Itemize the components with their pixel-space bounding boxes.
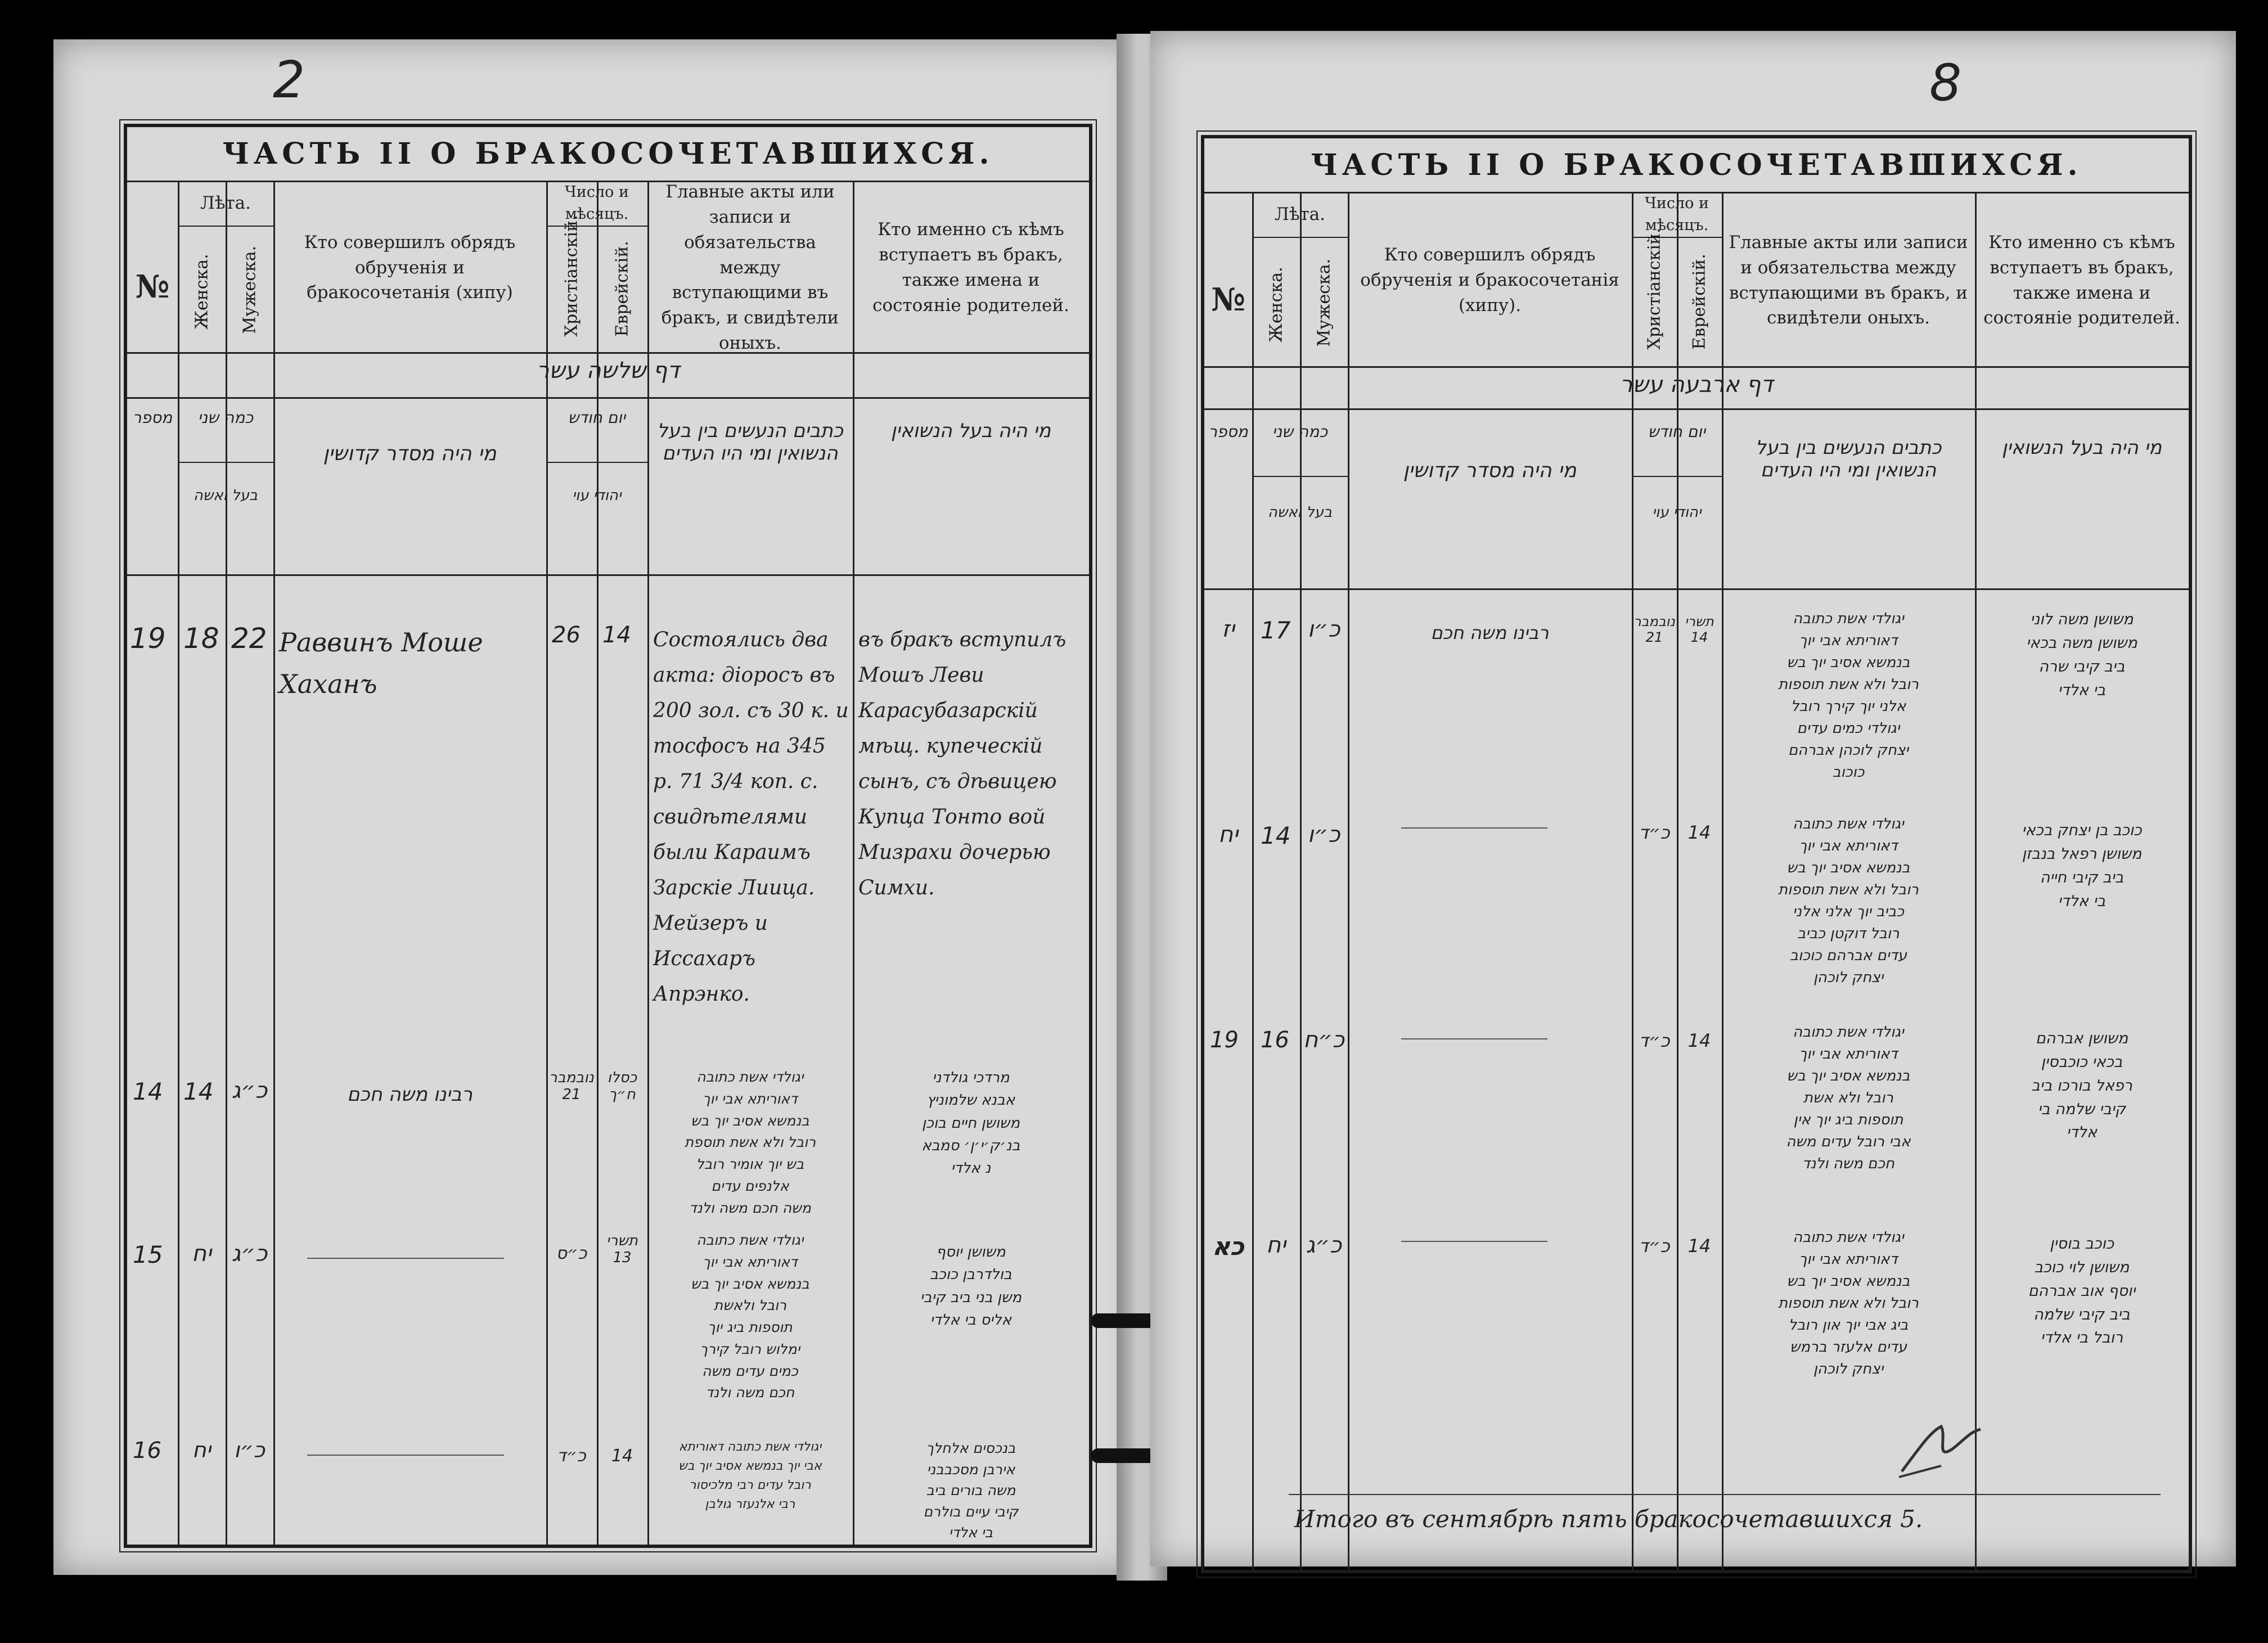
header-jewish: Еврейскій. bbox=[612, 241, 632, 337]
entry-female-age: יח bbox=[1266, 1232, 1286, 1258]
page-number-right: 8 bbox=[1929, 53, 1962, 112]
entry-acts: יגולדי אשת כתובה דאוריתא אבי יוך בנמשא אסיב יוך בש רובל ולא אשת תוספות ביג יוך אין אבי רובל עדים משה חכם משה ולנד bbox=[1786, 1024, 1911, 1172]
header-years: Лѣта. bbox=[1274, 204, 1326, 224]
entry-who: כוכב בוסין משושן לוי כוכב יוסף אוב אברהם ביב קיבי שלמה רובל בי אלדי bbox=[2028, 1235, 2136, 1347]
hebrew-header-who: מי היה בעל הנשואין bbox=[890, 420, 1051, 442]
entry-female-age: יח bbox=[192, 1438, 212, 1462]
entry-acts: Состоялись два акта: діоросъ въ 200 зол. съ 30 к. и тосфосъ на 345 р. 71 3/4 коп. с. свидѣтелями были Караимъ Зарскіе Лиица. Мейзеръ и Иссахаръ Апрэнко. bbox=[653, 628, 849, 1006]
hebrew-header-number: מספר bbox=[132, 408, 173, 427]
entry-who: משושן אברהם בכאי כוכבסין רפאל בורכו ביב קיבי שלמה בי אלדי bbox=[2031, 1030, 2132, 1142]
entry-jewish-date: תשרי 14 bbox=[1685, 614, 1714, 645]
hebrew-page-label: דף שלשה עשר bbox=[536, 358, 680, 384]
officiant-dash bbox=[1401, 1038, 1547, 1039]
entry-male-age: כ״ג bbox=[231, 1078, 268, 1104]
hebrew-page-label: דף ארבעה עשר bbox=[1619, 372, 1774, 398]
page-number-left: 2 bbox=[273, 51, 305, 110]
hebrew-header-who: מי היה בעל הנשואין bbox=[2001, 436, 2162, 459]
hebrew-header-date: יום חודש bbox=[1648, 422, 1706, 441]
register-table-left bbox=[124, 124, 1092, 1548]
header-christian: Христіанскій. bbox=[561, 215, 582, 337]
header-date: Число и мѣсяцъ. bbox=[1645, 194, 1709, 234]
header-acts: Главные акты или записи и обязательства между вступающими въ бракъ, и свидѣтели оныхъ. bbox=[1729, 232, 1968, 328]
entry-christian-date: כ״ס bbox=[556, 1244, 587, 1263]
entry-male-age: כ״ו bbox=[1307, 822, 1340, 848]
entry-male-age: כ״ח bbox=[1303, 1027, 1345, 1053]
section-title-right: ЧАСТЬ II О БРАКОСОЧЕТАВШИХСЯ. bbox=[1204, 138, 2189, 193]
signature-scrawl-icon bbox=[1896, 1415, 1986, 1483]
entry-number: יח bbox=[1218, 822, 1239, 848]
entry-jewish-date: תשרי 13 bbox=[606, 1232, 638, 1266]
entry-christian-date: כ״ד bbox=[1639, 1030, 1670, 1051]
hebrew-header-officiant: מי היה מסדר קדושין bbox=[323, 442, 497, 465]
entry-officiant: Раввинъ Моше Хаханъ bbox=[279, 627, 483, 699]
entry-who: въ бракъ вступилъ Мошъ Леви Карасубазарскій мѣщ. купеческій сынъ, съ дѣвицею Купца Тонто вой Мизрахи дочерью Симхи. bbox=[858, 628, 1066, 899]
entry-acts: יגולדי אשת כתובה דאוריתא אבי יוך בנמשא אסיב יוך בש רובל ולא אשת תוספות ביג אבי יוך און רובל עדים אלעזר ברמש יצחק לוכהן bbox=[1778, 1229, 1919, 1378]
entry-male-age: כ״ג bbox=[1306, 1232, 1342, 1258]
entry-christian-date: נובמבר 21 bbox=[1634, 614, 1675, 645]
entry-christian-date: 26 bbox=[552, 622, 580, 648]
entry-female-age: יח bbox=[191, 1241, 212, 1267]
entry-acts: יגולדי אשת כתובה דאוריתא אבי יוך בנמשא אסיב יוך בש רובל עדים רבי מלכיסור רבי אלנעזר גולבן bbox=[678, 1440, 822, 1512]
officiant-dash bbox=[1401, 827, 1547, 829]
entry-number: 19 bbox=[1210, 1027, 1239, 1053]
register-table-right bbox=[1201, 135, 2192, 1573]
header-years: Лѣта. bbox=[200, 192, 251, 213]
entry-jewish-date: 14 bbox=[1688, 1030, 1711, 1051]
hebrew-header-acts: כתבים הנעשים בין בעל הנשואין ומי היו העדים bbox=[1755, 436, 1942, 481]
entry-number: 19 bbox=[130, 622, 166, 655]
left-page bbox=[53, 39, 1139, 1575]
hebrew-header-years: כמה שני bbox=[197, 408, 254, 427]
entry-acts: יגולדי אשת כתובה דאוריתא אבי יוך בנמשא אסיב יוך בש רובל ולא אשת תוספות אלני יוך קירך רובל יגולדי כמים עדים יצחק לוכהן אברהם כוכוב bbox=[1778, 610, 1919, 781]
entry-male-age: כ״ו bbox=[234, 1438, 265, 1462]
entry-acts: יגולדי אשת כתובה דאוריתא אבי יוך בנמשא אסיב יוך בש רובל ולא אשת תוספות כביב יוך אלני אלני רובל דוקטן כביב עדים אברהם כוכוב יצחק לוכהן bbox=[1778, 816, 1919, 986]
header-officiant: Кто совершилъ обрядъ обрученія и бракосочетанія (хипу) bbox=[304, 232, 516, 303]
hebrew-header-years-sub: בעל ואשה bbox=[193, 487, 258, 504]
header-who: Кто именно съ кѣмъ вступаетъ въ бракъ, также имена и состояніе родителей. bbox=[872, 219, 1069, 316]
officiant-dash bbox=[1401, 1241, 1547, 1242]
header-number: № bbox=[135, 268, 170, 306]
entry-acts: יגולדי אשת כתובה דאוריתא אבי יוך בנמשא אסיב יוך בש רובל ולאשת תוספות ביג יוך ימלוש רובל קירך כמים עדים משה חכם משה ולנד bbox=[691, 1232, 809, 1401]
hebrew-header-officiant: מי היה מסדר קדושין bbox=[1403, 459, 1577, 482]
entry-christian-date: נובמבר 21 bbox=[549, 1069, 594, 1103]
entry-female-age: 14 bbox=[183, 1078, 214, 1105]
hebrew-header-date: יום חודש bbox=[568, 408, 626, 427]
header-number: № bbox=[1211, 281, 1245, 318]
entry-christian-date: כ״ד bbox=[1639, 1235, 1670, 1257]
entry-number: יז bbox=[1222, 616, 1235, 642]
hebrew-header-number: מספר bbox=[1208, 422, 1248, 441]
entry-who: בנכסים אלחלך אירבן מסכבבני משה בורים ביב קיבי עיים בולרם בי אלדי bbox=[923, 1440, 1019, 1541]
entry-jewish-date: כסלו ח״ך bbox=[607, 1069, 637, 1103]
hebrew-header-years-sub: בעל ואשה bbox=[1267, 504, 1333, 521]
section-title-left: ЧАСТЬ II О БРАКОСОЧЕТАВШИХСЯ. bbox=[127, 127, 1089, 182]
monthly-total-note: Итого въ сентябрѣ пять бракосочетавшихся 5. bbox=[1294, 1505, 1923, 1533]
header-christian: Христіанскій. bbox=[1644, 228, 1664, 350]
entry-female-age: 18 bbox=[183, 622, 219, 655]
entry-who: כוכב בן יצחק בכאי משושן רפאל בנבזן ביב קיבי חייה בי אלדי bbox=[2022, 822, 2142, 910]
entry-acts: יגולדי אשת כתובה דאוריתא אבי יוך בנמשא אסיב יוך בש רובל ולא אשת תוספת בש יוך אומיר רובל אלנפים עדים משה חכם משה ולנד bbox=[684, 1069, 816, 1216]
hebrew-header-date-sub: יהודי עוי bbox=[572, 487, 622, 504]
hebrew-header-date-sub: יהודי עוי bbox=[1652, 504, 1702, 521]
entry-officiant: רבינו משה חכם bbox=[346, 1083, 473, 1106]
entry-female-age: 14 bbox=[1261, 822, 1291, 849]
header-officiant: Кто совершилъ обрядъ обрученія и бракосочетанія (хипу). bbox=[1360, 245, 1619, 316]
header-male: Мужеска. bbox=[240, 245, 260, 334]
entry-female-age: 16 bbox=[1261, 1027, 1289, 1053]
entry-jewish-date: 14 bbox=[602, 622, 631, 648]
signature bbox=[1896, 1415, 1986, 1491]
entry-jewish-date: 14 bbox=[1688, 1235, 1711, 1257]
entry-christian-date: כ״ד bbox=[557, 1446, 586, 1466]
entry-officiant: רבינו משה חכם bbox=[1430, 622, 1549, 643]
entry-who: מרדכי גולדני אבנא שלמוניץ משושן חיים בוכן בנ׳ק׳י׳ן׳ סמבא נ אלדי bbox=[921, 1069, 1020, 1177]
hebrew-header-years: כמה שני bbox=[1272, 422, 1328, 441]
entry-number: כא bbox=[1212, 1232, 1244, 1261]
entry-female-age: 17 bbox=[1261, 616, 1291, 644]
header-female: Женска. bbox=[192, 254, 212, 330]
entry-male-age: כ״ג bbox=[231, 1241, 268, 1267]
entry-number: 15 bbox=[133, 1241, 163, 1268]
entry-jewish-date: 14 bbox=[1688, 822, 1711, 843]
entry-male-age: 22 bbox=[231, 622, 267, 655]
officiant-dash bbox=[307, 1455, 504, 1456]
hebrew-header-acts: כתבים הנעשים בין בעל הנשואין ומי היו העדים bbox=[657, 420, 843, 465]
footer-rule bbox=[1289, 1494, 2161, 1495]
header-jewish: Еврейскій. bbox=[1689, 254, 1709, 350]
officiant-dash bbox=[307, 1258, 504, 1259]
entry-christian-date: כ״ד bbox=[1639, 822, 1670, 843]
entry-jewish-date: 14 bbox=[611, 1446, 633, 1466]
right-page bbox=[1150, 31, 2236, 1567]
entry-who: משושן יוסף בולדרבן כוכב משן בני ביב קיבי אליס בי אלדי bbox=[920, 1244, 1022, 1329]
header-male: Мужеска. bbox=[1314, 258, 1334, 347]
header-who: Кто именно съ кѣмъ вступаетъ въ бракъ, также имена и состояніе родителей. bbox=[1983, 232, 2180, 328]
entry-number: 16 bbox=[133, 1438, 161, 1464]
header-date: Число и мѣсяцъ. bbox=[565, 183, 629, 223]
header-female: Женска. bbox=[1266, 267, 1286, 343]
header-acts: Главные акты или записи и обязательства между вступающими въ бракъ, и свидѣтели оныхъ. bbox=[661, 181, 839, 354]
entry-who: משושן משה לוני משושן משה בכאי ביב קיבי שרה בי אלדי bbox=[2026, 611, 2138, 699]
entry-male-age: כ״ו bbox=[1307, 616, 1340, 642]
entry-number: 14 bbox=[133, 1078, 163, 1105]
